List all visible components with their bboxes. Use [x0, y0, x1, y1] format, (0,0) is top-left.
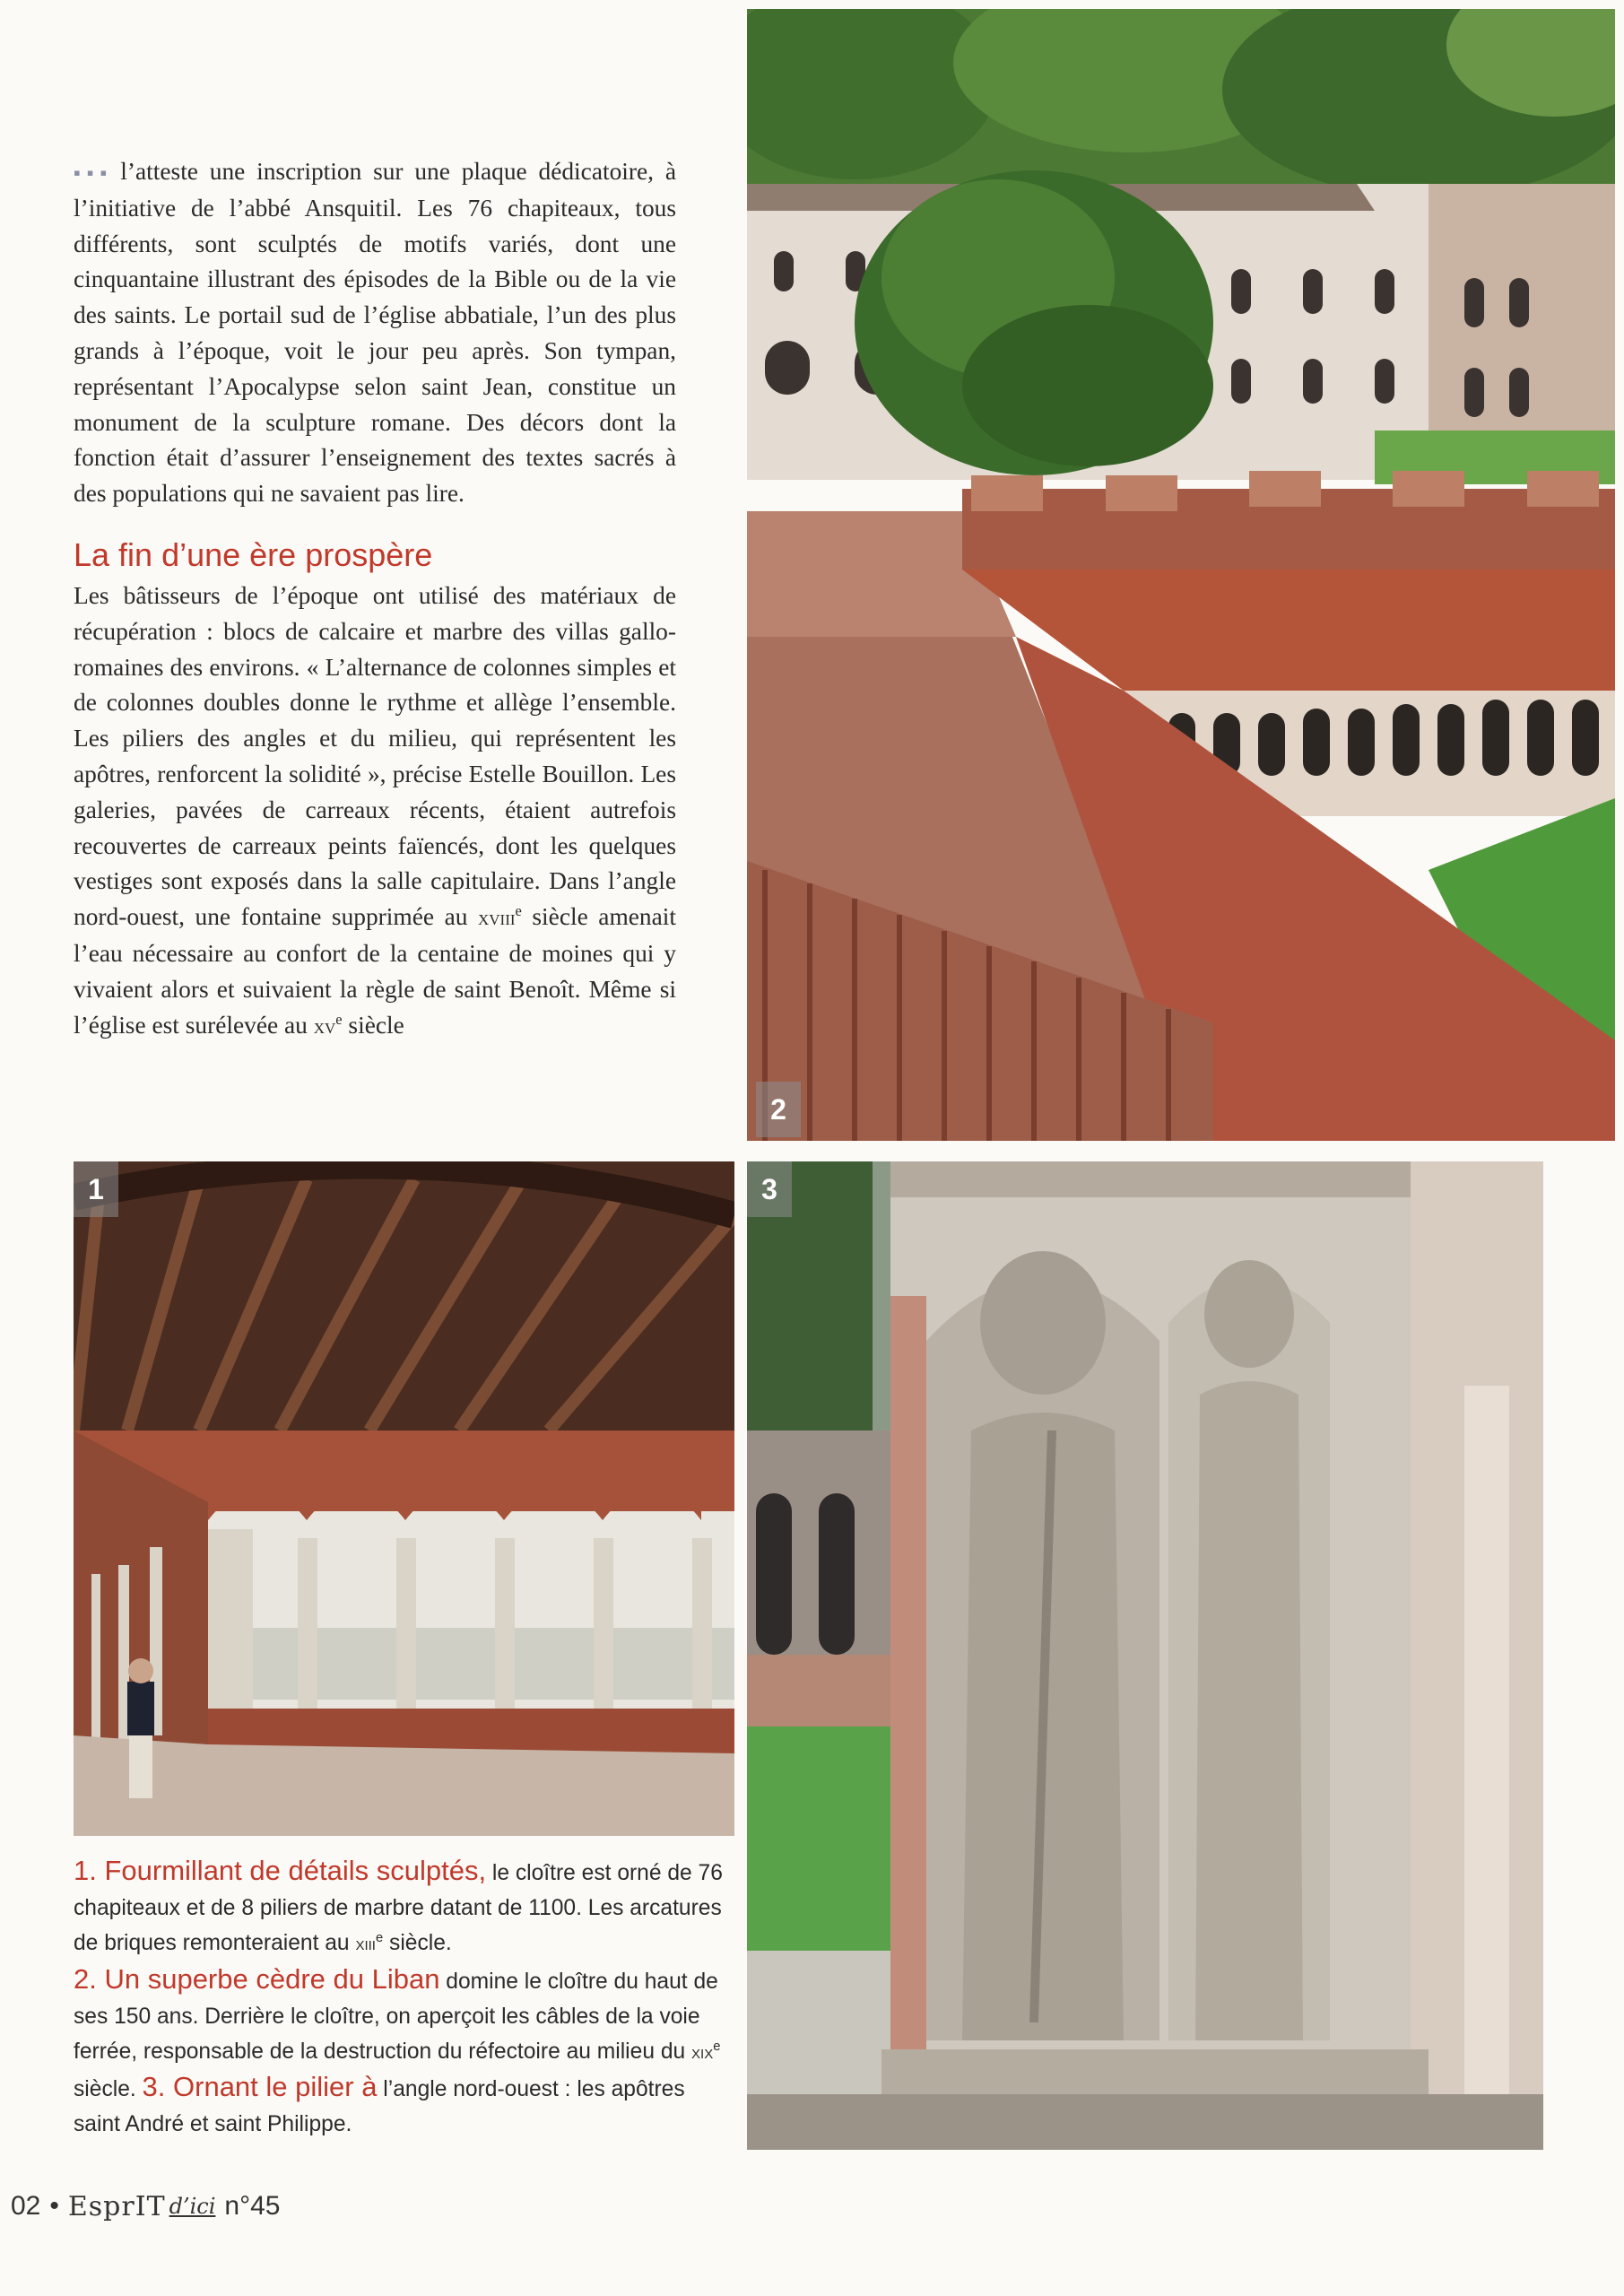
photo-1-cloister-gallery	[74, 1161, 734, 1836]
caption-1-text-a: le cloître est orné de 76 chapiteaux et de 8 piliers de marbre datant de 1100. Les arcatures de briques remonteraient au	[74, 1861, 723, 1956]
article-paragraph-1	[74, 154, 676, 512]
photo-3-apostle-pillar	[747, 1161, 1543, 2150]
caption-1-text-b: siècle.	[383, 1931, 452, 1956]
caption-2-century: xix	[691, 2040, 714, 2064]
century-18-suffix: e	[515, 902, 522, 920]
paragraph-1-text: l’atteste une inscription sur une plaque dédicatoire, à l’initiative de l’abbé Ansquitil. Les 76 chapiteaux, tous différents, sont sculptés de motifs variés, dont une cinquantaine illustrant des épisodes de la Bible ou de la vie des saints. Le portail sud de l’église abbatiale, l’un des plus grands à l’époque, voit le jour peu après. Son tympan, représentant l’Apocalypse selon saint Jean, constitue un monument de la sculpture romane. Des décors dont la fonction était d’assurer l’enseignement des textes sacrés à des populations qui ne savaient pas lire.	[74, 158, 676, 508]
page-folio	[11, 2179, 280, 2233]
section-title: La fin d’une ère prospère	[74, 535, 433, 573]
continuation-marker-icon: ▪▪▪	[74, 161, 114, 184]
caption-1-century: xiii	[355, 1932, 376, 1955]
magazine-name-suffix: d’ici	[169, 2194, 216, 2219]
caption-2-text-a: domine le cloître du haut de ses 150 ans. Derrière le cloître, on aperçoit les câbles de la voie ferrée, responsable de la destruction du réfectoire au milieu du	[74, 1969, 718, 2065]
caption-2-century-suffix: e	[713, 2039, 721, 2054]
century-15: xv	[313, 1013, 336, 1039]
photo-3-number-badge: 3	[747, 1161, 792, 1217]
paragraph-2-text-b: siècle amenait l’eau nécessaire au confort de la centaine de moines qui y vivaient alors et suivaient la règle de saint Benoît. Même si l’église est surélevée au	[74, 903, 676, 1039]
article-paragraph-2	[74, 578, 676, 1044]
photo-1-image	[74, 1161, 734, 1836]
caption-2-text-b: siècle.	[74, 2077, 143, 2102]
caption-2-title: 2. Un superbe cèdre du Liban	[74, 1962, 440, 1995]
photo-2-image	[747, 9, 1615, 1141]
century-18: xviii	[478, 906, 516, 931]
paragraph-2-text-c: siècle	[342, 1011, 404, 1039]
century-15-suffix: e	[335, 1010, 343, 1028]
paragraph-2-text-a: Les bâtisseurs de l’époque ont utilisé des matériaux de récupération : blocs de calcaire et marbre des villas gallo-romaines des environs. « L’alternance de colonnes simples et de colonnes doubles donne le rythme et allège l’ensemble. Les piliers des angles et du milieu, qui représentent les apôtres, renforcent la solidité », précise Estelle Bouillon. Les galeries, pavées de carreaux récents, étaient autrefois recouvertes de carreaux peints faïencés, dont les quelques vestiges sont exposés dans la salle capitulaire. Dans l’angle nord-ouest, une fontaine supprimée au	[74, 581, 676, 931]
article-text-column	[74, 154, 676, 1044]
photo-1-number-badge: 1	[74, 1161, 118, 1217]
photo-2-number-badge: 2	[756, 1082, 801, 1137]
caption-3-text: l’angle nord-ouest : les apôtres saint André et saint Philippe.	[74, 2077, 685, 2137]
caption-3-title: 3. Ornant le pilier à	[142, 2071, 378, 2103]
caption-1-century-suffix: e	[375, 1931, 384, 1946]
photo-captions	[74, 1853, 728, 2143]
page-number: 02	[11, 2191, 41, 2221]
issue-number: n°45	[224, 2191, 281, 2221]
magazine-name: EsprIT	[67, 2190, 166, 2222]
photo-2-abbey-roofs	[747, 9, 1615, 1141]
folio-bullet: •	[49, 2191, 59, 2221]
photo-3-image	[747, 1161, 1543, 2150]
caption-1-title: 1. Fourmillant de détails sculptés,	[74, 1855, 487, 1886]
